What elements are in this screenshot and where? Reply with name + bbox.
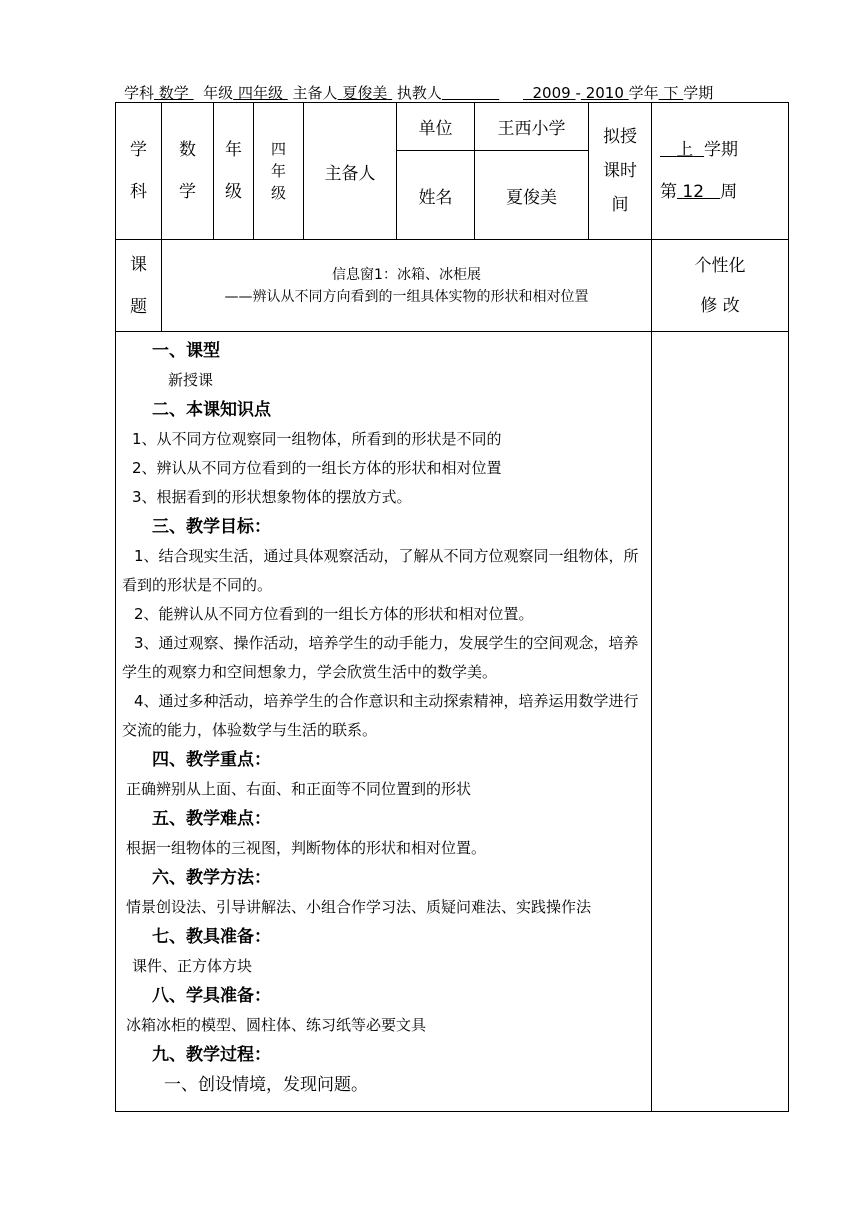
- section-7-text: 课件、正方体方块: [132, 957, 253, 975]
- term-suffix: 学期: [704, 140, 739, 160]
- section-7-title: 七、教具准备：: [152, 927, 271, 947]
- week-value: 12: [682, 182, 705, 202]
- name-value-cell: 夏俊美: [475, 151, 589, 240]
- term-label: 学期: [683, 84, 714, 102]
- section-9-title: 九、教学过程：: [152, 1045, 271, 1065]
- section-9-subtitle: 一、创设情境，发现问题。: [164, 1075, 368, 1095]
- name-label-cell: 姓名: [397, 151, 475, 240]
- section-1-title: 一、课型: [152, 341, 220, 361]
- section-1-text: 新授课: [168, 371, 214, 389]
- topic-label-cell: 课题: [116, 240, 162, 332]
- section-3-item: 3、通过观察、操作活动，培养学生的动手能力，发展学生的空间观念，培养学生的观察力和空间想象力，学会欣赏生活中的数学美。: [122, 634, 639, 681]
- section-5-title: 五、教学难点：: [152, 809, 271, 829]
- lesson-content: [116, 332, 652, 1112]
- teacher-value: [442, 84, 499, 102]
- section-2-title: 二、本课知识点: [152, 400, 271, 420]
- section-8-title: 八、学具准备：: [152, 986, 271, 1006]
- section-6-text: 情景创设法、引导讲解法、小组合作学习法、质疑问难法、实践操作法: [126, 898, 592, 916]
- year-start: 2009: [532, 84, 571, 102]
- term-value: 下: [663, 84, 679, 102]
- section-2-item: 3、根据看到的形状想象物体的摆放方式。: [132, 488, 412, 506]
- section-3-item: 2、能辨认从不同方位看到的一组长方体的形状和相对位置。: [134, 605, 534, 623]
- grade-value: 四年级: [237, 84, 283, 102]
- lesson-plan-table: [115, 102, 789, 1112]
- section-8-text: 冰箱冰柜的模型、圆柱体、练习纸等必要文具: [126, 1016, 427, 1034]
- custom-label-1: 个性化: [694, 255, 746, 276]
- section-2-item: 1、从不同方位观察同一组物体，所看到的形状是不同的: [132, 430, 502, 448]
- teacher-label: 执教人: [396, 84, 442, 102]
- section-4-title: 四、教学重点：: [152, 750, 271, 770]
- subject-value: 数学: [158, 84, 189, 102]
- section-5-text: 根据一组物体的三视图，判断物体的形状和相对位置。: [126, 839, 487, 857]
- grade-value-cell: 四年级: [254, 103, 304, 240]
- section-3-item: 1、结合现实生活，通过具体观察活动，了解从不同方位观察同一组物体，所看到的形状是不同的。: [122, 547, 639, 594]
- section-4-text: 正确辨别从上面、右面、和正面等不同位置到的形状: [126, 780, 472, 798]
- term-value-cell: 上: [676, 140, 694, 160]
- plan-time-label-cell: 拟授课时间: [589, 103, 652, 240]
- header-line: 学科 数学 年级 四年级 主备人 夏俊美 执教人 2009 - 2010 学年 下 学期: [124, 84, 714, 102]
- week-prefix: 第: [660, 182, 677, 202]
- section-3-title: 三、教学目标：: [152, 517, 271, 537]
- year-label: 学年: [628, 84, 659, 102]
- topic-line-2: ——辨认从不同方向看到的一组具体实物的形状和相对位置: [224, 288, 589, 305]
- custom-label-2: 修 改: [700, 295, 740, 316]
- preparer-label: 主备人: [292, 84, 338, 102]
- grade-label: 年级: [203, 84, 234, 102]
- preparer-value: 夏俊美: [342, 84, 388, 102]
- schedule-cell: [652, 103, 789, 240]
- subject-label-cell: 学科: [116, 103, 162, 240]
- preparer-label-cell: 主备人: [304, 103, 397, 240]
- custom-notes-cell: [652, 332, 789, 1112]
- year-end: 2010: [585, 84, 624, 102]
- section-6-title: 六、教学方法：: [152, 868, 271, 888]
- unit-value-cell: 王西小学: [475, 103, 589, 151]
- topic-line-1: 信息窗1：冰箱、冰柜展: [332, 266, 481, 283]
- grade-label-cell: 年级: [214, 103, 254, 240]
- section-2-item: 2、辨认从不同方位看到的一组长方体的形状和相对位置: [132, 459, 502, 477]
- subject-label: 学科: [124, 84, 155, 102]
- subject-value-cell: 数学: [162, 103, 214, 240]
- topic-cell: [162, 240, 652, 332]
- custom-label-cell: [652, 240, 789, 332]
- section-3-item: 4、通过多种活动，培养学生的合作意识和主动探索精神，培养运用数学进行交流的能力，体验数学与生活的联系。: [122, 692, 639, 739]
- week-suffix: 周: [720, 182, 738, 202]
- unit-label-cell: 单位: [397, 103, 475, 151]
